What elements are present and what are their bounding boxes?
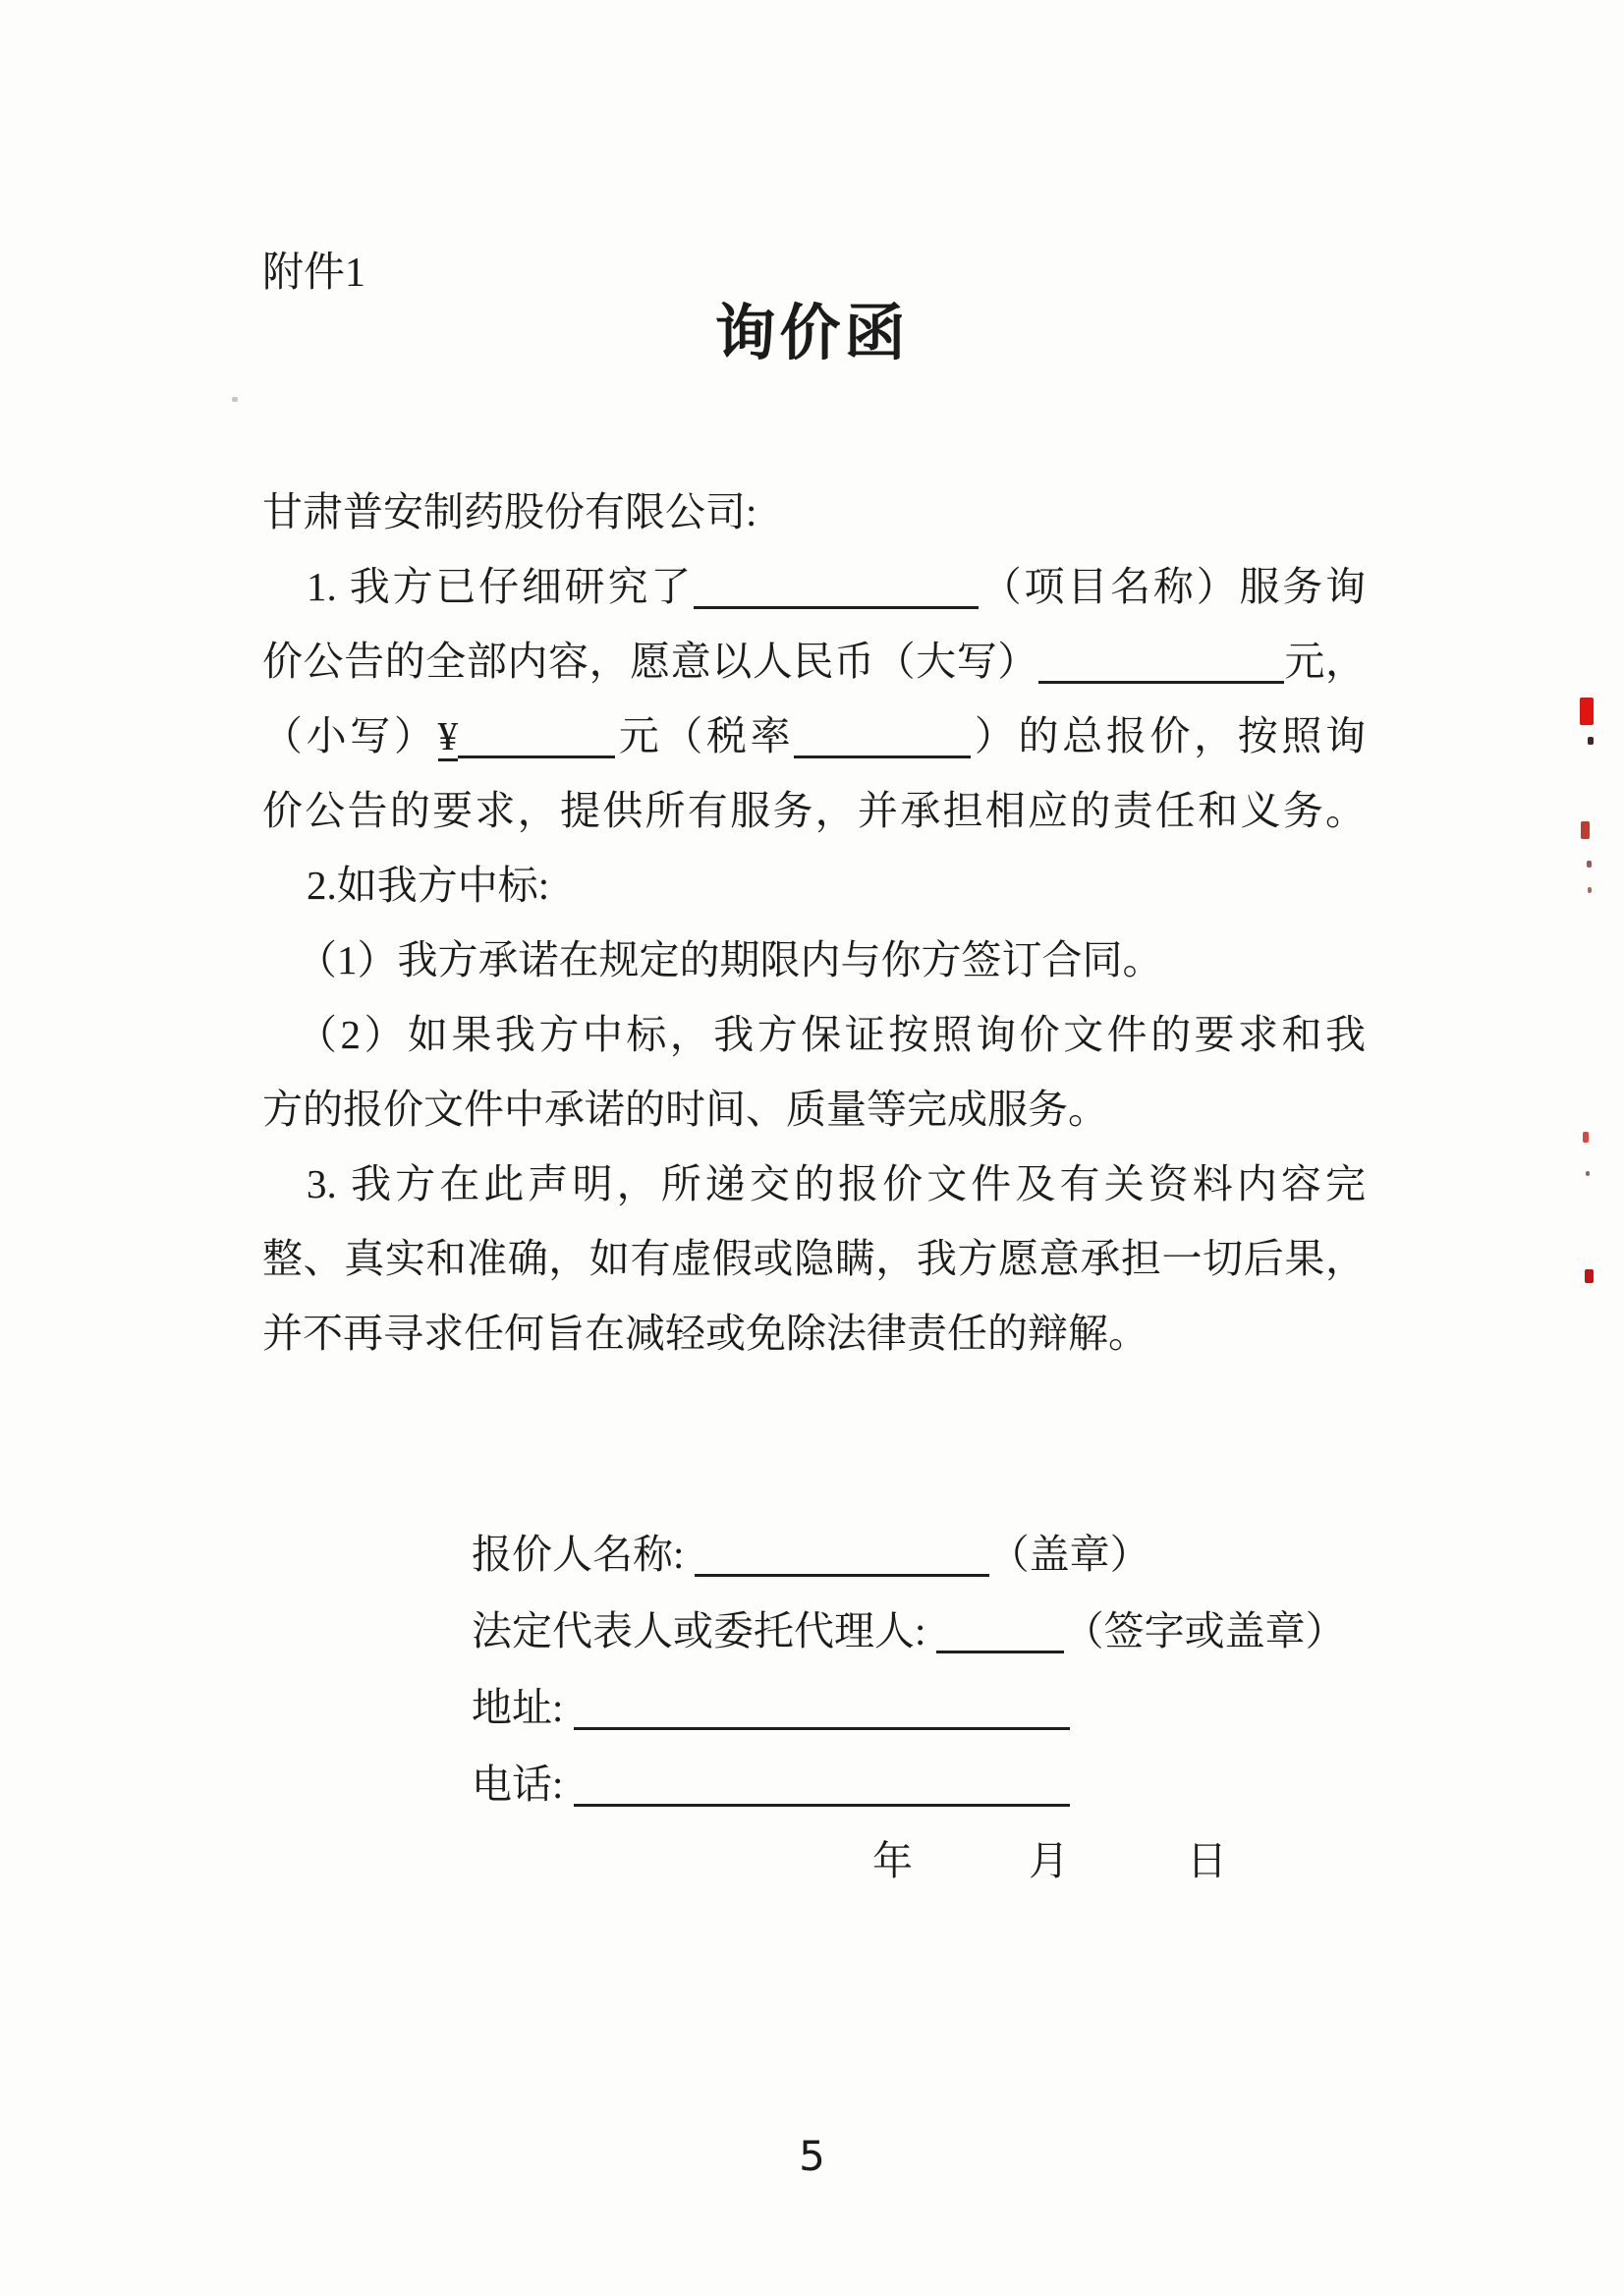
blank-field <box>1038 651 1284 684</box>
document-line <box>262 997 1366 1072</box>
text-segment: 整、真实和准确，如有虚假或隐瞒，我方愿意承担一切后果， <box>262 1236 1366 1281</box>
document-line <box>472 1516 1385 1593</box>
blank-field <box>694 577 979 609</box>
document-line <box>262 549 1366 624</box>
document-line <box>262 624 1366 699</box>
document-line <box>262 699 1366 773</box>
blank-field <box>574 1698 1070 1730</box>
document-line <box>472 1669 1385 1746</box>
document-line <box>472 1593 1385 1669</box>
text-segment: 元（税率 <box>615 713 795 758</box>
date-line <box>472 1822 1385 1899</box>
text-segment: 法定代表人或委托代理人: <box>472 1608 936 1653</box>
scan-artifact <box>1581 821 1590 839</box>
blank-field <box>574 1774 1070 1807</box>
text-segment: （2）如果我方中标，我方保证按照询价文件的要求和我 <box>297 1012 1366 1057</box>
date-part: 年 <box>872 1838 913 1883</box>
document-line <box>262 848 1366 923</box>
text-segment: 甘肃普安制药股份有限公司: <box>262 489 757 534</box>
scan-artifact <box>1583 1132 1589 1143</box>
page-number: 5 <box>799 2132 825 2180</box>
text-segment: ¥ <box>438 713 459 761</box>
document-line <box>472 1746 1385 1822</box>
document-line <box>262 1147 1366 1221</box>
document-line <box>262 475 1366 549</box>
attachment-label: 附件1 <box>262 251 366 296</box>
text-segment: ）的总报价，按照询 <box>971 713 1367 758</box>
scan-artifact <box>1586 1171 1590 1176</box>
signature-block <box>472 1516 1385 1899</box>
text-segment: 2.如我方中标: <box>307 863 550 908</box>
text-segment: 元， <box>1283 639 1367 684</box>
blank-field <box>936 1621 1064 1653</box>
document-body <box>262 475 1366 1371</box>
scan-artifact <box>1588 737 1594 745</box>
text-segment: （签字或盖章） <box>1063 1608 1346 1653</box>
blank-field <box>794 726 971 758</box>
text-segment: 方的报价文件中承诺的时间、质量等完成服务。 <box>262 1087 1108 1132</box>
blank-field <box>695 1544 989 1577</box>
text-segment: 并不再寻求任何旨在减轻或免除法律责任的辩解。 <box>262 1311 1148 1356</box>
text-segment: （小写） <box>262 713 438 758</box>
document-line <box>262 773 1366 848</box>
scan-artifact <box>1587 861 1592 868</box>
text-segment: （1）我方承诺在规定的期限内与你方签订合同。 <box>297 937 1163 982</box>
date-part: 月 <box>1029 1838 1069 1883</box>
document-line <box>262 1221 1366 1296</box>
text-segment: （盖章） <box>988 1532 1150 1577</box>
document-line <box>262 1296 1366 1371</box>
text-segment: 3. 我方在此声明，所递交的报价文件及有关资料内容完 <box>307 1161 1366 1206</box>
scan-artifact <box>1585 1269 1594 1283</box>
text-segment: 1. 我方已仔细研究了 <box>307 564 694 609</box>
text-segment: 价公告的要求，提供所有服务，并承担相应的责任和义务。 <box>262 788 1366 833</box>
scan-artifact <box>1580 698 1594 725</box>
document-title: 询价函 <box>714 301 910 367</box>
scan-artifact <box>1588 887 1592 893</box>
text-segment: 价公告的全部内容，愿意以人民币（大写） <box>262 639 1038 684</box>
blank-field <box>458 726 615 758</box>
document-line <box>262 1072 1366 1147</box>
date-part: 日 <box>1187 1838 1227 1883</box>
text-segment: 电话: <box>472 1762 574 1807</box>
document-line <box>262 923 1366 997</box>
scan-artifact <box>232 397 238 402</box>
text-segment: （项目名称）服务询 <box>979 564 1366 609</box>
text-segment: 报价人名称: <box>472 1532 695 1577</box>
text-segment: 地址: <box>472 1685 574 1730</box>
